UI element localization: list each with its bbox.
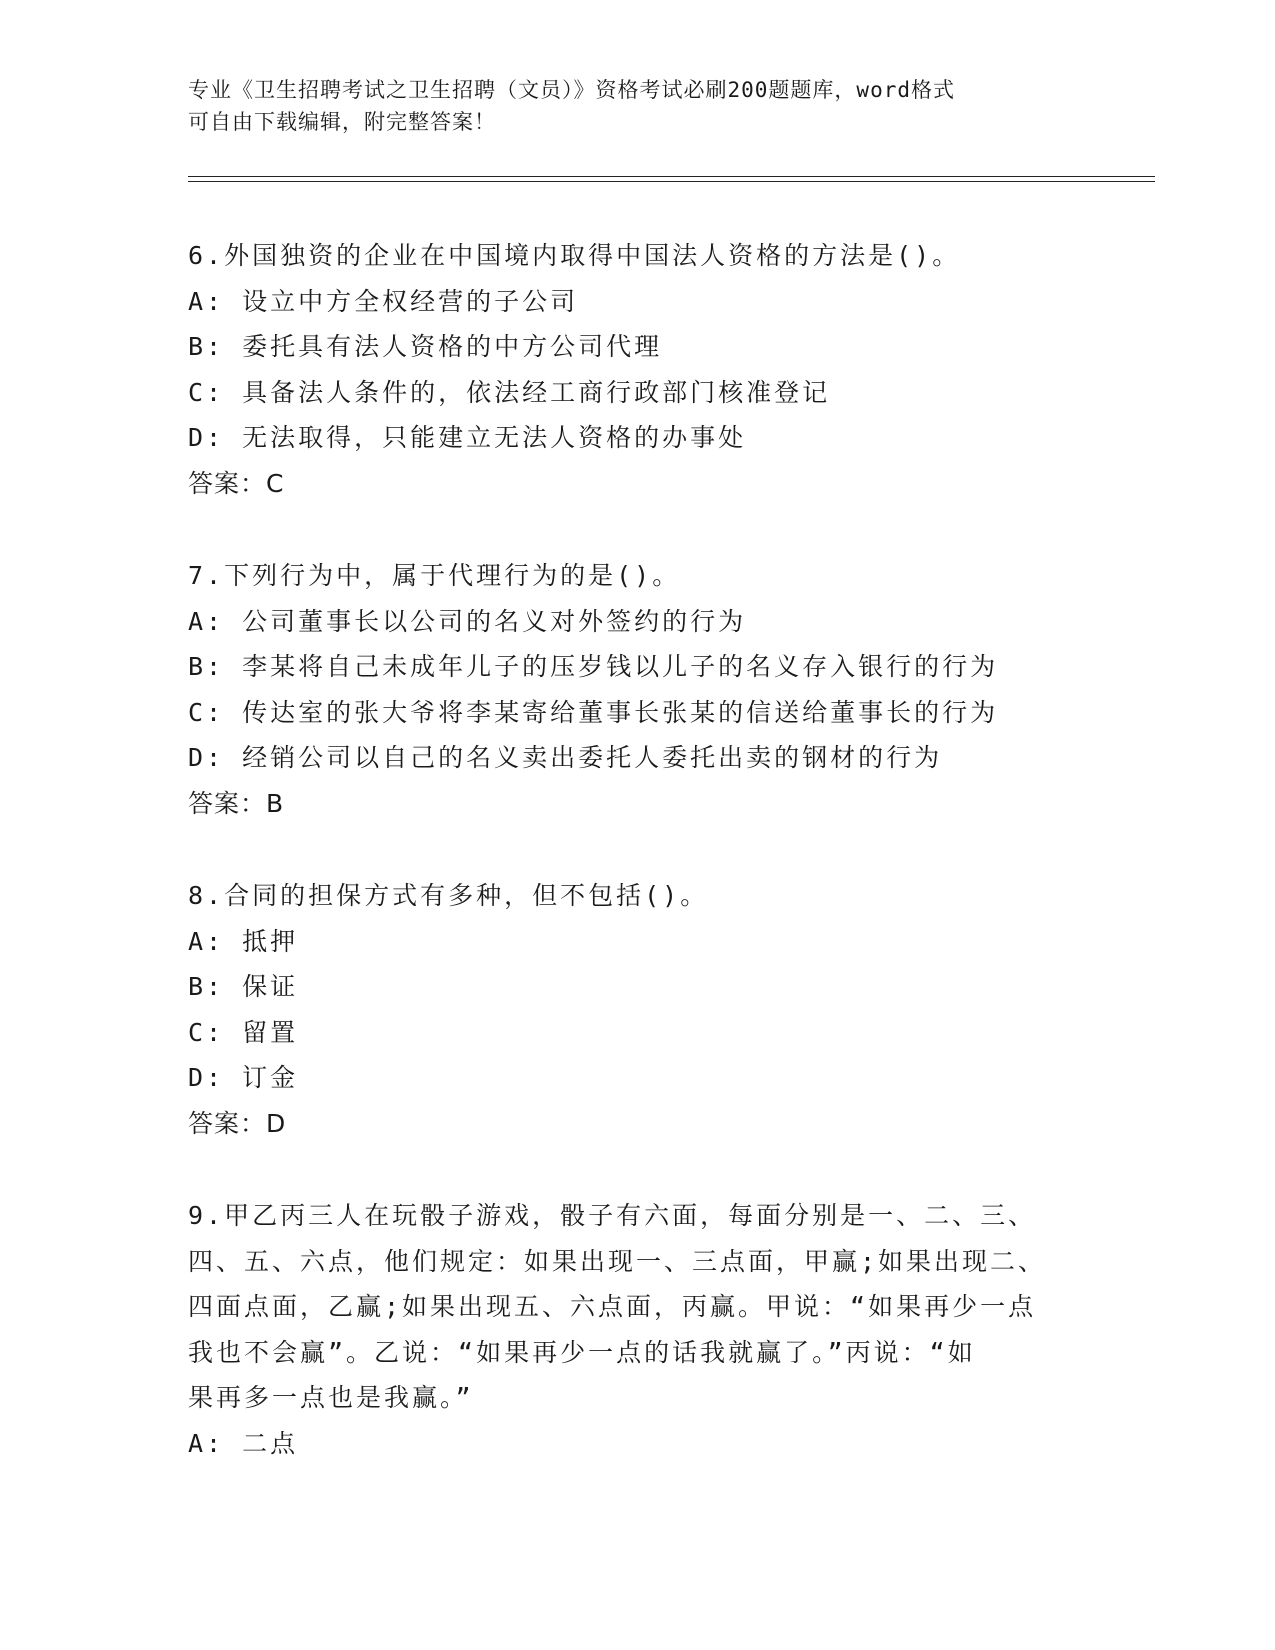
option-b: B: 保证 (188, 972, 299, 1001)
header-divider-bottom (188, 181, 1155, 182)
question-8 (188, 873, 1088, 1146)
question-stem: 7.下列行为中，属于代理行为的是()。 (188, 561, 681, 590)
header-line-1: 专业《卫生招聘考试之卫生招聘（文员）》资格考试必刷200题题库，word格式 (188, 78, 955, 102)
question-6 (188, 233, 1088, 506)
option-a: A: 公司董事长以公司的名义对外签约的行为 (188, 606, 747, 636)
option-c: C: 留置 (188, 1017, 299, 1047)
question-stem: 6.外国独资的企业在中国境内取得中国法人资格的方法是()。 (188, 241, 961, 270)
answer: 答案：C (188, 468, 285, 498)
option-c: C: 具备法人条件的，依法经工商行政部门核准登记 (188, 377, 831, 407)
question-stem-line-3: 四面点面，乙赢;如果出现五、六点面，丙赢。甲说：“如果再少一点 (188, 1292, 1037, 1321)
option-c: C: 传达室的张大爷将李某寄给董事长张某的信送给董事长的行为 (188, 697, 999, 727)
answer: 答案：B (188, 788, 285, 818)
option-a: A: 抵押 (188, 926, 299, 956)
option-b: B: 李某将自己未成年儿子的压岁钱以儿子的名义存入银行的行为 (188, 652, 999, 681)
question-9 (188, 1193, 1088, 1466)
option-a: A: 设立中方全权经营的子公司 (188, 286, 579, 316)
question-stem-line-2: 四、五、六点，他们规定：如果出现一、三点面，甲赢;如果出现二、 (188, 1246, 1047, 1276)
question-7 (188, 553, 1088, 826)
question-stem-line-1: 9.甲乙丙三人在玩骰子游戏，骰子有六面，每面分别是一、二、三、 (188, 1201, 1037, 1230)
answer: 答案：D (188, 1108, 287, 1138)
document-header (188, 74, 1088, 138)
option-b: B: 委托具有法人资格的中方公司代理 (188, 332, 663, 361)
header-divider-top (188, 176, 1155, 177)
question-stem-line-5: 果再多一点也是我赢。” (188, 1383, 474, 1412)
option-d: D: 经销公司以自己的名义卖出委托人委托出卖的钢材的行为 (188, 743, 943, 772)
header-line-2: 可自由下载编辑，附完整答案！ (188, 110, 496, 134)
option-d: D: 无法取得，只能建立无法人资格的办事处 (188, 423, 747, 452)
question-stem: 8.合同的担保方式有多种，但不包括()。 (188, 881, 709, 910)
option-d: D: 订金 (188, 1063, 299, 1092)
question-stem-line-4: 我也不会赢”。乙说：“如果再少一点的话我就赢了。”丙说：“如 (188, 1337, 976, 1367)
option-a: A: 二点 (188, 1428, 299, 1458)
